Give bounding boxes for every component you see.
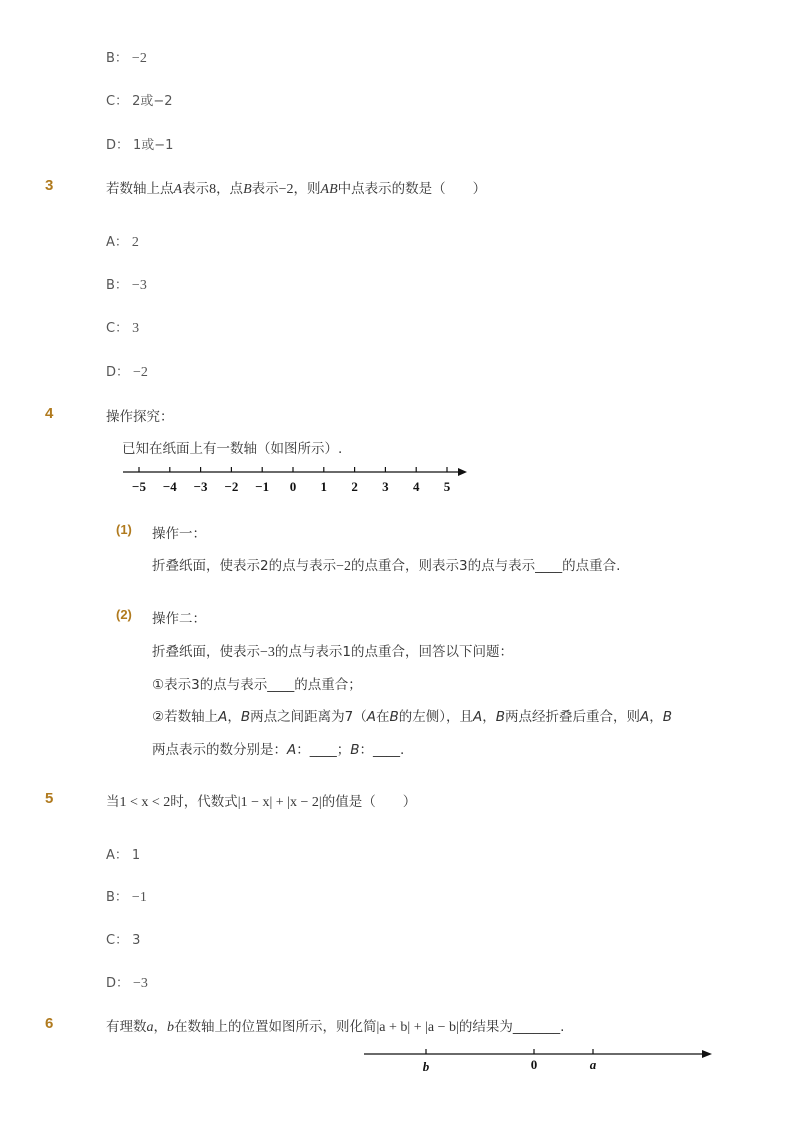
tick-label: −1	[255, 479, 270, 494]
q4-p2-line1: 折叠纸面，使表示−3的点与表示1的点重合，回答以下问题：	[152, 644, 513, 660]
question-number: 6	[45, 1015, 54, 1032]
q6-number-line	[360, 1043, 720, 1077]
label-zero: 0	[530, 1057, 538, 1072]
q3-option-b[interactable]	[106, 274, 147, 294]
q4-p2-title: 操作二：	[152, 611, 206, 627]
q4-number-line	[115, 460, 475, 500]
option-label: C：	[106, 321, 129, 336]
option-label: B：	[106, 278, 128, 293]
option-label: B：	[106, 51, 128, 66]
option-value: −2	[131, 51, 147, 66]
tick-label: 1	[320, 479, 328, 494]
tick-label: 5	[443, 479, 451, 494]
q4-p2-line4: 两点表示的数分别是：A：____；B：____.	[152, 742, 405, 758]
q2-option-d[interactable]	[106, 134, 173, 153]
tick-label: −5	[132, 479, 146, 494]
q5-option-b[interactable]	[106, 886, 147, 906]
q4-p2-line3: ②若数轴上A，B两点之间距离为7（A在B的左侧），且A，B两点经折叠后重合，则A，B	[152, 709, 673, 725]
option-label: D：	[106, 365, 130, 380]
option-label: C：	[106, 933, 129, 948]
tick-label: −2	[224, 479, 239, 494]
option-value: −2	[133, 365, 148, 380]
q3-option-c[interactable]	[106, 317, 139, 337]
question-number: 3	[45, 177, 54, 194]
sub-question-number: (1)	[116, 522, 132, 537]
question-number: 5	[45, 790, 54, 807]
q2-option-c[interactable]	[106, 90, 173, 109]
option-label: A：	[106, 848, 128, 863]
option-value: −1	[131, 890, 147, 905]
option-value: 1	[131, 848, 141, 863]
q3-option-d[interactable]	[106, 361, 148, 381]
option-label: D：	[106, 138, 130, 153]
q4-intro: 已知在纸面上有一数轴（如图所示）.	[122, 441, 343, 457]
axis-arrow	[458, 468, 467, 476]
option-label: C：	[106, 94, 129, 109]
sub-question-number: (2)	[116, 607, 132, 622]
option-value: 3	[132, 933, 141, 948]
q4-p1-text: 折叠纸面，使表示2的点与表示−2的点重合，则表示3的点与表示____的点重合.	[152, 558, 621, 574]
axis-arrow	[702, 1050, 712, 1058]
option-label: D：	[106, 976, 130, 991]
option-value: 2	[131, 235, 139, 250]
q4-p2-line2: ①表示3的点与表示____的点重合；	[152, 677, 362, 693]
q3-option-a[interactable]	[106, 231, 139, 251]
tick-label: 3	[382, 479, 389, 494]
option-value: −3	[133, 976, 148, 991]
option-value: −3	[131, 278, 147, 293]
q6-stem: 有理数a，b在数轴上的位置如图所示，则化简|a + b| + |a − b|的结果为_______.	[106, 1019, 565, 1035]
option-value: 3	[132, 321, 140, 336]
q5-option-a[interactable]	[106, 844, 140, 863]
option-value: 2或−2	[132, 94, 173, 109]
tick-label: −3	[193, 479, 208, 494]
option-label: B：	[106, 890, 128, 905]
q2-option-b[interactable]	[106, 47, 147, 67]
label-b: b	[422, 1059, 430, 1074]
tick-label: 2	[351, 479, 358, 494]
q4-title: 操作探究：	[106, 409, 174, 425]
tick-label: 0	[289, 479, 297, 494]
tick-label: −4	[162, 479, 177, 494]
q4-p1-title: 操作一：	[152, 526, 206, 542]
q5-option-d[interactable]	[106, 972, 148, 992]
option-value: 1或−1	[133, 138, 174, 153]
option-label: A：	[106, 235, 128, 250]
label-a: a	[589, 1057, 597, 1072]
q5-option-c[interactable]	[106, 929, 140, 948]
question-number: 4	[45, 405, 54, 422]
q3-stem: 若数轴上点A表示8，点B表示−2，则AB中点表示的数是（ ）	[106, 181, 487, 197]
tick-label: 4	[412, 479, 420, 494]
q5-stem: 当1 < x < 2时，代数式|1 − x| + |x − 2|的值是（ ）	[106, 794, 417, 810]
